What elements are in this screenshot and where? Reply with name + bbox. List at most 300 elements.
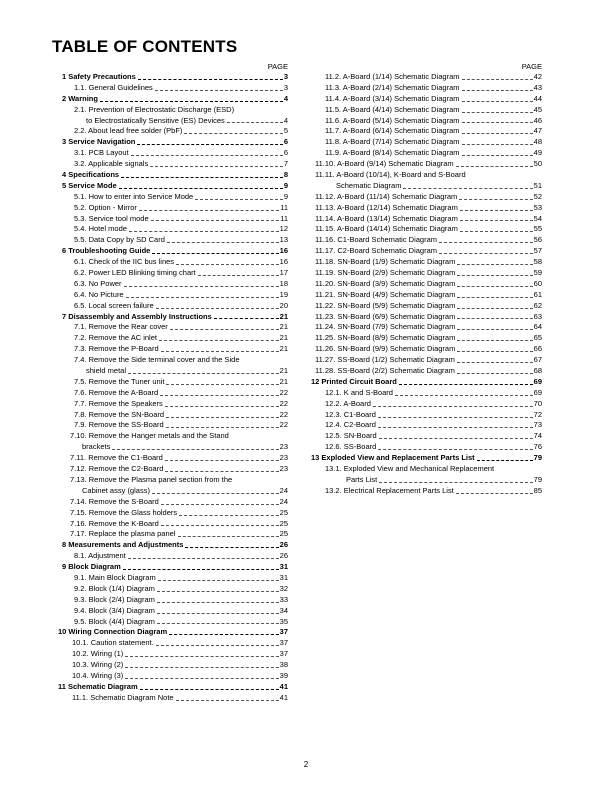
toc-entry — [58, 595, 288, 606]
dot-leader — [140, 688, 279, 690]
toc-entry-page: 37 — [279, 638, 288, 648]
toc-entry — [311, 116, 542, 127]
toc-entry-page: 41 — [279, 681, 288, 691]
toc-entry-page: 37 — [279, 627, 288, 637]
toc-entry-page: 85 — [533, 485, 542, 495]
toc-entry — [311, 290, 542, 301]
dot-leader — [138, 78, 283, 80]
toc-entry — [58, 268, 288, 279]
dot-leader — [157, 622, 279, 624]
toc-entry-title: 11.4. A-Board (3/14) Schematic Diagram — [325, 93, 460, 103]
toc-entry-page: 43 — [533, 82, 542, 92]
toc-entry-title: 6.1. Check of the IIC bus lines — [74, 257, 175, 267]
toc-entry-page: 64 — [533, 322, 542, 332]
dot-leader — [457, 285, 532, 287]
toc-entry-page: 32 — [279, 583, 288, 593]
toc-entry — [58, 649, 288, 660]
dot-leader — [165, 405, 279, 407]
toc-entry — [311, 464, 542, 486]
toc-entry — [58, 203, 288, 214]
toc-entry-title: 7.15. Remove the Glass holders — [70, 507, 178, 517]
toc-entry-title: 3 Service Navigation — [62, 137, 136, 147]
dot-leader — [165, 459, 279, 461]
dot-leader — [460, 209, 533, 211]
toc-entry-page: 13 — [279, 235, 288, 245]
toc-entry — [58, 519, 288, 530]
toc-entry-title-continued: Parts List — [346, 474, 378, 484]
toc-entry-page: 21 — [279, 376, 288, 386]
dot-leader — [159, 339, 279, 341]
toc-entry-page: 3 — [283, 82, 288, 92]
toc-entry — [58, 159, 288, 170]
toc-entry — [58, 464, 288, 475]
toc-entry-title: 11.24. SN-Board (7/9) Schematic Diagram — [315, 322, 456, 332]
toc-entry-title: 12.5. SN-Board — [325, 431, 377, 441]
toc-entry — [58, 421, 288, 432]
toc-entry-page: 49 — [533, 148, 542, 158]
toc-entry-page: 68 — [533, 366, 542, 376]
toc-entry — [58, 638, 288, 649]
toc-entry-title: 1 Safety Precautions — [62, 71, 136, 81]
page-column-header: PAGE — [267, 62, 288, 71]
toc-entry — [311, 214, 542, 225]
toc-entry-page: 4 — [283, 115, 288, 125]
dot-leader — [457, 263, 532, 265]
dot-leader — [156, 644, 279, 646]
toc-entry-page: 73 — [533, 420, 542, 430]
toc-entry-title: 6.5. Local screen failure — [74, 300, 154, 310]
toc-entry — [58, 83, 288, 94]
toc-entry — [311, 486, 542, 497]
toc-entry — [58, 126, 288, 137]
toc-entry — [311, 203, 542, 214]
toc-entry-title: 11.27. SS-Board (1/2) Schematic Diagram — [315, 355, 455, 365]
dot-leader — [161, 350, 279, 352]
toc-entry-title: 12 Printed Circuit Board — [311, 376, 397, 386]
toc-entry-page: 67 — [533, 355, 542, 365]
toc-entry-page: 79 — [533, 453, 542, 463]
dot-leader — [462, 121, 533, 123]
toc-entry-title: 2.2. About lead free solder (PbF) — [74, 126, 183, 136]
dot-leader — [373, 405, 533, 407]
toc-entry-page: 8 — [283, 170, 288, 179]
dot-leader — [460, 230, 533, 232]
toc-entry — [58, 344, 288, 355]
toc-entry — [58, 627, 288, 638]
toc-entry-page: 58 — [533, 257, 542, 267]
dot-leader — [439, 241, 533, 243]
page-number: 2 — [303, 760, 309, 769]
toc-entry — [311, 442, 542, 453]
toc-entry — [58, 584, 288, 595]
toc-entry — [58, 551, 288, 562]
dot-leader — [457, 296, 532, 298]
toc-entry — [311, 333, 542, 344]
toc-entry-title: 7.3. Remove the P-Board — [74, 344, 159, 354]
toc-entry-page: 74 — [533, 431, 542, 441]
page-title: TABLE OF CONTENTS — [52, 37, 238, 56]
toc-entry — [58, 94, 288, 105]
toc-entry-title: 10.4. Wiring (3) — [72, 670, 124, 680]
toc-entry-title: 6 Troubleshooting Guide — [62, 246, 151, 256]
toc-entry-title: 12.3. C1-Board — [325, 409, 376, 419]
toc-entry — [58, 170, 288, 181]
toc-entry-title: 5.2. Option - Mirror — [74, 202, 137, 212]
toc-entry — [311, 148, 542, 159]
toc-entry-page: 51 — [533, 180, 542, 190]
toc-entry-page: 79 — [533, 474, 542, 484]
toc-entry-title: 5.5. Data Copy by SD Card — [74, 235, 165, 245]
toc-entry-page: 7 — [283, 159, 288, 169]
toc-entry-title: 7 Disassembly and Assembly Instructions — [62, 311, 212, 321]
toc-entry-page: 33 — [279, 594, 288, 604]
toc-entry-page: 35 — [279, 616, 288, 626]
toc-entry-page: 65 — [533, 333, 542, 343]
toc-entry — [58, 693, 288, 704]
toc-entry — [311, 366, 542, 377]
toc-entry-title: 7.9. Remove the SS-Board — [74, 420, 164, 430]
toc-entry-page: 53 — [533, 202, 542, 212]
toc-entry-title: 7.1. Remove the Rear cover — [74, 322, 168, 332]
dot-leader — [477, 459, 533, 461]
toc-entry-page: 16 — [279, 246, 288, 256]
dot-leader — [161, 503, 279, 505]
toc-entry-page: 5 — [283, 126, 288, 136]
toc-entry-title: 9.5. Block (4/4) Diagram — [74, 616, 155, 626]
toc-entry-title: 7.13. Remove the Plasma panel section from the — [70, 474, 233, 484]
toc-entry-page: 26 — [279, 551, 288, 561]
toc-entry-page: 63 — [533, 311, 542, 321]
toc-entry — [311, 453, 542, 464]
toc-right-column — [311, 61, 542, 497]
toc-entry-title: 12.1. K and S-Board — [325, 387, 393, 397]
toc-entry — [58, 333, 288, 344]
dot-leader — [137, 143, 282, 145]
toc-entry-page: 21 — [279, 344, 288, 354]
toc-entry-title: 11.1. Schematic Diagram Note — [72, 692, 174, 702]
toc-entry — [311, 322, 542, 333]
toc-entry-title: 11.19. SN-Board (2/9) Schematic Diagram — [315, 268, 456, 278]
toc-entry — [311, 224, 542, 235]
dot-leader — [227, 121, 283, 123]
toc-entry-title: 3.1. PCB Layout — [74, 148, 129, 158]
dot-leader — [157, 601, 279, 603]
toc-entry — [58, 301, 288, 312]
dot-leader — [125, 655, 278, 657]
dot-leader — [158, 579, 279, 581]
toc-entry — [58, 181, 288, 192]
dot-leader — [176, 263, 279, 265]
dot-leader — [152, 252, 278, 254]
toc-entry — [311, 312, 542, 323]
dot-leader — [150, 165, 283, 167]
toc-entry-title: 11.23. SN-Board (6/9) Schematic Diagram — [315, 311, 456, 321]
toc-entry — [58, 399, 288, 410]
toc-entry-title: 11.21. SN-Board (4/9) Schematic Diagram — [315, 289, 456, 299]
toc-entry-title: 11.22. SN-Board (5/9) Schematic Diagram — [315, 300, 456, 310]
toc-entry-title: 11.11. A-Board (10/14), K-Board and S-Board — [315, 170, 466, 180]
dot-leader — [184, 132, 282, 134]
toc-entry-page: 31 — [279, 562, 288, 572]
dot-leader — [462, 78, 533, 80]
dot-leader — [457, 361, 533, 363]
toc-entry-page: 31 — [279, 572, 288, 582]
toc-entry-page: 72 — [533, 409, 542, 419]
toc-entry-title: 11.2. A-Board (1/14) Schematic Diagram — [325, 71, 460, 81]
toc-entry-title: 11.16. C1-Board Schematic Diagram — [315, 235, 437, 245]
toc-entry-title: 9 Block Diagram — [62, 562, 121, 572]
toc-entry — [58, 682, 288, 693]
toc-entry — [58, 388, 288, 399]
toc-entry-title: 11.9. A-Board (8/14) Schematic Diagram — [325, 148, 460, 158]
toc-entry-title: 11.5. A-Board (4/14) Schematic Diagram — [325, 104, 460, 114]
toc-entry-title: 8 Measurements and Adjustments — [62, 540, 184, 550]
dot-leader — [123, 568, 279, 570]
toc-entry-page: 18 — [279, 278, 288, 288]
toc-entry — [311, 410, 542, 421]
toc-entry-title: 11.17. C2-Board Schematic Diagram — [315, 246, 437, 256]
toc-entry — [58, 497, 288, 508]
dot-leader — [457, 350, 532, 352]
dot-leader — [457, 372, 533, 374]
toc-entry — [311, 126, 542, 137]
dot-leader — [126, 296, 279, 298]
toc-entry-title: 7.6. Remove the A-Board — [74, 387, 159, 397]
toc-entry-title: 11.6. A-Board (5/14) Schematic Diagram — [325, 115, 460, 125]
toc-entry-title: 7.4. Remove the Side terminal cover and the Side — [74, 355, 240, 365]
dot-leader — [128, 557, 279, 559]
dot-leader — [395, 394, 533, 396]
toc-entry-title: 12.6. SS-Board — [325, 442, 377, 452]
toc-entry-page: 6 — [283, 137, 288, 147]
toc-entry — [311, 388, 542, 399]
toc-entry-page: 26 — [279, 540, 288, 550]
dot-leader — [112, 448, 278, 450]
dot-leader — [457, 339, 532, 341]
toc-entry — [58, 475, 288, 497]
toc-entry — [58, 617, 288, 628]
toc-entry-page: 42 — [533, 71, 542, 81]
toc-entry-page: 39 — [279, 670, 288, 680]
dot-leader — [456, 165, 533, 167]
toc-entry-title: 8.1. Adjustment — [74, 551, 126, 561]
toc-entry — [58, 224, 288, 235]
toc-entry-title-continued: shield metal — [86, 366, 127, 376]
toc-entry-title: 11.10. A-Board (9/14) Schematic Diagram — [315, 159, 454, 169]
toc-entry-page: 66 — [533, 344, 542, 354]
dot-leader — [165, 470, 278, 472]
dot-leader — [399, 383, 533, 385]
toc-entry — [58, 453, 288, 464]
toc-entry-page: 41 — [279, 692, 288, 702]
dot-leader — [155, 89, 283, 91]
dot-leader — [119, 187, 283, 189]
toc-entry-page: 60 — [533, 278, 542, 288]
toc-entry-title: 11.14. A-Board (13/14) Schematic Diagram — [315, 213, 458, 223]
toc-entry — [58, 235, 288, 246]
toc-entry-page: 21 — [279, 322, 288, 332]
toc-entry-title: 5.3. Service tool mode — [74, 213, 149, 223]
toc-entry — [311, 235, 542, 246]
toc-entry — [58, 606, 288, 617]
toc-entry-page: 69 — [533, 387, 542, 397]
dot-leader — [462, 111, 533, 113]
toc-entry-title: 5 Service Mode — [62, 180, 117, 190]
toc-entry-page: 37 — [279, 649, 288, 659]
toc-entry-page: 11 — [280, 202, 288, 212]
toc-entry-title: 9.1. Main Block Diagram — [74, 572, 156, 582]
toc-entry — [58, 660, 288, 671]
toc-entry-page: 9 — [283, 191, 288, 201]
dot-leader — [378, 426, 533, 428]
dot-leader — [462, 143, 533, 145]
toc-entry-title: 3.2. Applicable signals — [74, 159, 149, 169]
dot-leader — [179, 514, 279, 516]
toc-entry-page: 3 — [283, 71, 288, 81]
toc-entry — [58, 562, 288, 573]
toc-entry — [58, 322, 288, 333]
toc-entry-title: 13.1. Exploded View and Mechanical Replacement — [325, 464, 495, 474]
toc-entry — [58, 312, 288, 323]
toc-entry-page: 11 — [280, 213, 288, 223]
toc-entry-title: 7.8. Remove the SN-Board — [74, 409, 165, 419]
dot-leader — [166, 426, 279, 428]
dot-leader — [214, 317, 279, 319]
toc-entry — [58, 192, 288, 203]
toc-entry-title: 11.13. A-Board (12/14) Schematic Diagram — [315, 202, 458, 212]
toc-entry-title: 11.18. SN-Board (1/9) Schematic Diagram — [315, 257, 456, 267]
toc-entry — [58, 290, 288, 301]
dot-leader — [131, 154, 283, 156]
toc-entry-title: 7.17. Replace the plasma panel — [70, 529, 176, 539]
toc-entry-page: 38 — [279, 660, 288, 670]
dot-leader — [462, 89, 533, 91]
toc-entry-page: 17 — [279, 268, 288, 278]
dot-leader — [379, 481, 532, 483]
toc-entry-page: 16 — [279, 257, 288, 267]
dot-leader — [170, 328, 279, 330]
dot-leader — [403, 187, 532, 189]
toc-entry-page: 12 — [279, 224, 288, 234]
toc-entry-page: 22 — [279, 387, 288, 397]
toc-entry-title: 11.28. SS-Board (2/2) Schematic Diagram — [315, 366, 455, 376]
dot-leader — [185, 546, 278, 548]
toc-entry-title: 9.2. Block (1/4) Diagram — [74, 583, 155, 593]
dot-leader — [157, 590, 279, 592]
toc-entry-page: 62 — [533, 300, 542, 310]
toc-entry — [58, 72, 288, 83]
toc-entry — [58, 529, 288, 540]
toc-entry-title: 1.1. General Guidelines — [74, 82, 153, 92]
toc-entry-title: 11.3. A-Board (2/14) Schematic Diagram — [325, 82, 460, 92]
toc-entry-page: 20 — [279, 300, 288, 310]
dot-leader — [125, 666, 278, 668]
toc-entry-page: 57 — [533, 246, 542, 256]
toc-entry — [58, 671, 288, 682]
toc-entry-title: 13 Exploded View and Replacement Parts List — [311, 453, 475, 463]
toc-entry-page: 61 — [533, 289, 542, 299]
toc-entry — [311, 355, 542, 366]
dot-leader — [457, 317, 532, 319]
dot-leader — [166, 383, 278, 385]
dot-leader — [457, 307, 532, 309]
toc-entry — [311, 192, 542, 203]
toc-entry-title: 12.2. A-Board — [325, 398, 371, 408]
toc-entry-page: 9 — [283, 180, 288, 190]
toc-entry — [311, 94, 542, 105]
toc-entry-title: 7.12. Remove the C2-Board — [70, 464, 164, 474]
toc-entry-title: 5.1. How to enter into Service Mode — [74, 191, 194, 201]
toc-entry-title: 10.2. Wiring (1) — [72, 649, 124, 659]
dot-leader — [378, 416, 533, 418]
toc-entry-title: 10 Wiring Connection Diagram — [58, 627, 168, 637]
toc-entry-page: 19 — [279, 289, 288, 299]
toc-entry — [311, 301, 542, 312]
dot-leader — [456, 492, 533, 494]
toc-entry-page: 25 — [279, 529, 288, 539]
toc-entry-title-continued: Cabinet assy (glass) — [82, 485, 150, 495]
dot-leader — [439, 252, 533, 254]
toc-entry-title: 11.7. A-Board (6/14) Schematic Diagram — [325, 126, 460, 136]
toc-entry — [311, 159, 542, 170]
toc-entry-page: 24 — [279, 496, 288, 506]
toc-entry-page: 47 — [533, 126, 542, 136]
toc-entry — [58, 377, 288, 388]
dot-leader — [124, 285, 279, 287]
toc-entry-title: 11 Schematic Diagram — [58, 681, 138, 691]
toc-entry — [58, 431, 288, 453]
toc-entry-page: 45 — [533, 104, 542, 114]
toc-entry — [311, 257, 542, 268]
toc-entry — [58, 257, 288, 268]
dot-leader — [121, 176, 283, 178]
toc-entry — [58, 355, 288, 377]
dot-leader — [460, 219, 533, 221]
toc-entry — [58, 279, 288, 290]
toc-entry-page: 21 — [279, 311, 288, 321]
toc-entry-page: 22 — [279, 398, 288, 408]
toc-entry-page: 22 — [279, 420, 288, 430]
toc-entry-page: 59 — [533, 268, 542, 278]
toc-entry — [58, 246, 288, 257]
toc-entry-title: 11.8. A-Board (7/14) Schematic Diagram — [325, 137, 460, 147]
toc-entry-title: 9.3. Block (2/4) Diagram — [74, 594, 155, 604]
page-column-header: PAGE — [521, 62, 542, 71]
toc-entry — [58, 148, 288, 159]
toc-entry-page: 22 — [279, 409, 288, 419]
toc-entry — [311, 83, 542, 94]
dot-leader — [161, 524, 279, 526]
dot-leader — [151, 219, 280, 221]
toc-entry-page: 24 — [279, 485, 288, 495]
dot-leader — [157, 612, 279, 614]
toc-entry — [311, 72, 542, 83]
toc-entry-title: 7.2. Remove the AC inlet — [74, 333, 157, 343]
toc-entry-page: 6 — [283, 148, 288, 158]
toc-entry-page: 70 — [533, 398, 542, 408]
dot-leader — [195, 198, 283, 200]
toc-entry-title: 11.15. A-Board (14/14) Schematic Diagram — [315, 224, 458, 234]
dot-leader — [160, 394, 278, 396]
toc-entry-title: 7.5. Remove the Tuner unit — [74, 376, 165, 386]
toc-entry-title: 11.20. SN-Board (3/9) Schematic Diagram — [315, 278, 456, 288]
toc-entry-title: 4 Specifications — [62, 170, 120, 179]
dot-leader — [139, 209, 279, 211]
dot-leader — [457, 328, 532, 330]
dot-leader — [169, 633, 279, 635]
toc-entry — [58, 410, 288, 421]
toc-entry-title: 5.4. Hotel mode — [74, 224, 127, 234]
